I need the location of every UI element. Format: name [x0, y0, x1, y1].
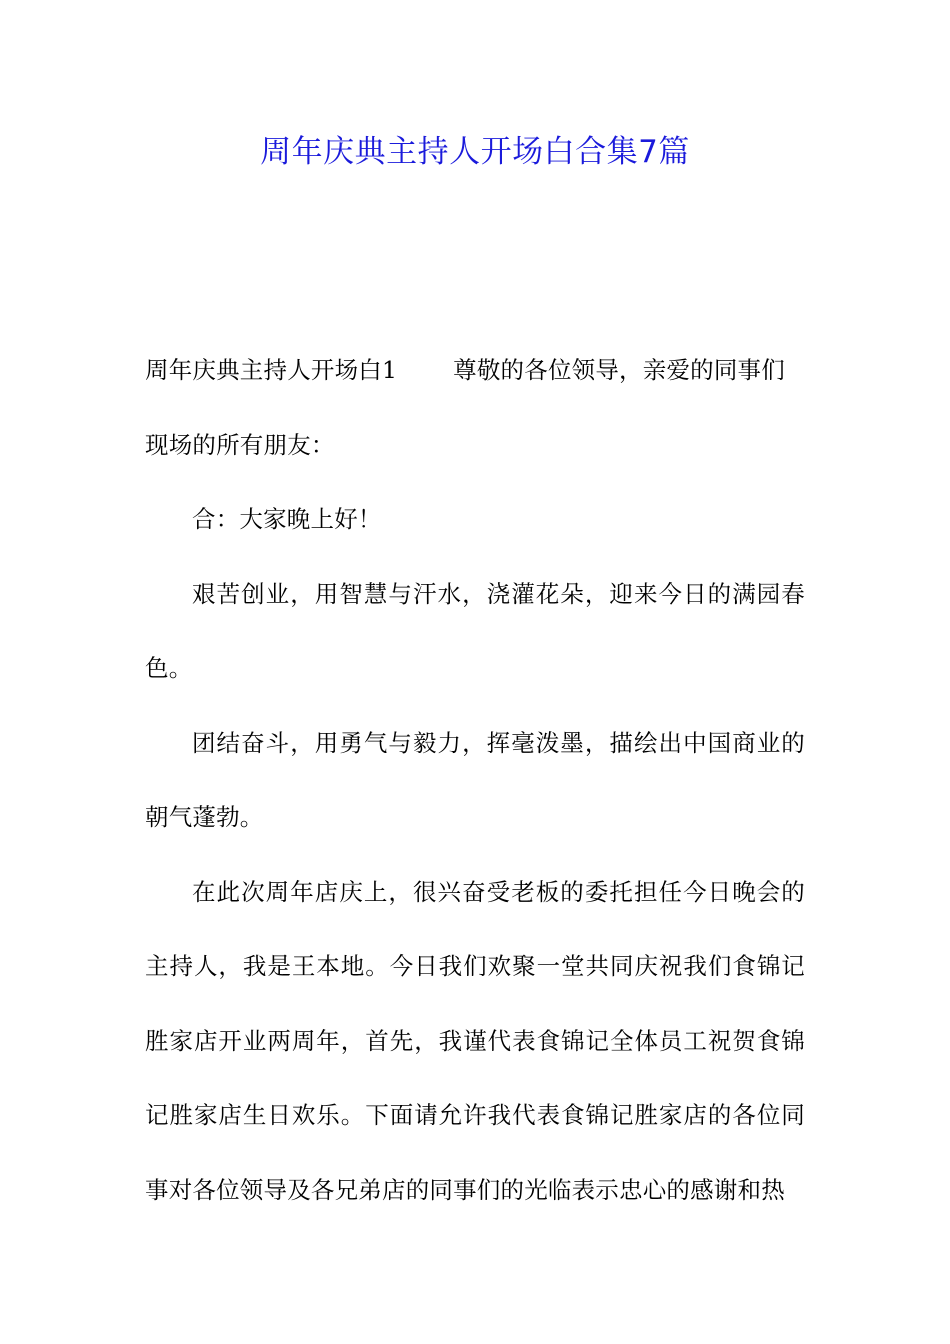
section-heading: 周年庆典主持人开场白1	[145, 356, 398, 384]
document-body	[145, 333, 805, 1227]
paragraph-3: 艰苦创业，用智慧与汗水，浇灌花朵，迎来今日的满园春色。	[145, 579, 805, 682]
paragraph-2: 合：大家晚上好！	[192, 505, 382, 533]
paragraph-4: 团结奋斗，用勇气与毅力，挥毫泼墨，描绘出中国商业的朝气蓬勃。	[145, 728, 805, 831]
document-title: 周年庆典主持人开场白合集7篇	[260, 134, 690, 170]
paragraph-1: 现场的所有朋友：	[145, 430, 335, 459]
opening-line: 尊敬的各位领导，亲爱的同事们	[453, 356, 785, 384]
opening-paragraph	[145, 333, 805, 408]
paragraph-5: 在此次周年店庆上，很兴奋受老板的委托担任今日晚会的主持人，我是王本地。今日我们欢聚一堂共同庆祝我们食锦记胜家店开业两周年，首先，我谨代表食锦记全体员工祝贺食锦记胜家店生日欢乐。下面请允许我代表食锦记胜家店的各位同事对各位领导及各兄弟店的同事们的光临表示忠心的感谢和热	[145, 877, 805, 1204]
